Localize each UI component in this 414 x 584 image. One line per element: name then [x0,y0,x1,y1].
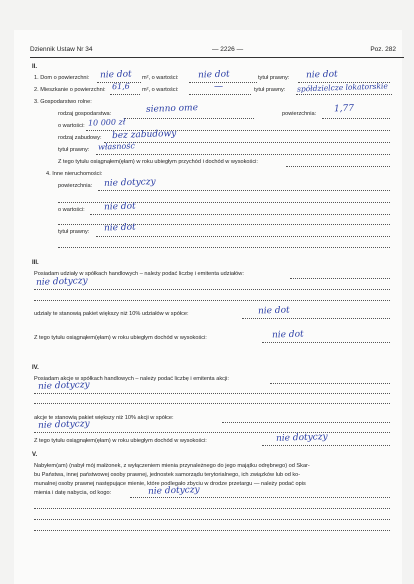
shares-income-value: nie dot [271,329,304,341]
acquisition-value: nie dotyczy [147,485,200,497]
flat-value: — [213,81,224,93]
position-number: Poz. 282 [370,46,396,53]
farm-title-label: tytuł prawny: [58,147,90,153]
acquisition-line-2: bu Państwa, innej państwowej osoby prawnej, jednostek samorządu terytorialnego, ich związków lub od ko- [34,472,301,478]
other-value-line [90,214,390,215]
other-area-line [98,190,390,191]
flat-area-line [110,94,140,95]
farm-building-value: bez zabudowy [111,128,177,142]
house-m2: m², o wartości: [142,75,179,81]
stocks-10pct-value: nie dotyczy [37,419,90,431]
stocks-10pct-line [222,422,390,423]
shares-10pct-text: udziały te stanowią pakiet większy niż 10% udziałów w spółce: [34,311,189,317]
other-value: nie dot [103,201,136,213]
stocks-value: nie dotyczy [37,380,90,392]
stocks-income-text: Z tego tytułu osiągnąłem(ęłam) w roku ubiegłym dochód w wysokości: [34,438,207,444]
document-header [30,44,400,58]
acquisition-answer-line [130,497,390,498]
farm-area-value: 1,77 [333,103,355,115]
shares-line-1 [34,289,390,290]
flat-title-label: tytuł prawny: [254,87,286,93]
page-number: — 2226 — [212,46,244,53]
section-ii-heading: II. [32,64,38,70]
stocks-line-1 [34,393,390,394]
acquisition-line-3: munalnej osoby prawnej następujące mienie, które podlegało zbyciu w drodze przetargu — należy podać opis [34,481,306,487]
shares-income-line [262,342,390,343]
shares-10pct-value: nie dot [257,305,290,317]
other-property-label: 4. Inne nieruchomości: [46,171,103,177]
farm-value-label: o wartości: [58,123,85,129]
acquisition-line-blank-1 [34,508,390,509]
other-title-line [96,236,390,237]
farm-label: 3. Gospodarstwo rolne: [34,99,92,105]
shares-text: Posiadam udziały w spółkach handlowych – należy podać liczbę i emitenta udziałów: [34,271,244,277]
house-value: nie dot [197,69,230,81]
header-rule [30,57,404,58]
stocks-income-line [262,445,390,446]
farm-title-line [96,154,390,155]
journal-title: Dziennik Ustaw Nr 34 [30,46,93,53]
acquisition-line-blank-3 [34,530,390,531]
stocks-10pct-line-2 [34,432,390,433]
farm-type-value: sienno ome [145,103,199,115]
farm-income-line [286,166,390,167]
stocks-10pct-text: akcje te stanowią pakiet większy niż 10% akcji w spółce: [34,415,174,421]
section-v-heading: V. [32,452,38,458]
farm-building-line [104,142,390,143]
other-area-value: nie dotyczy [103,177,156,189]
shares-10pct-line [242,318,390,319]
stocks-line-2 [34,403,390,404]
farm-income-text: Z tego tytułu osiągnąłem(ęłam) w roku ubiegłym przychód i dochód w wysokości: [58,159,258,165]
farm-title-value: własność [97,141,136,152]
other-title-value: nie dot [103,222,136,234]
shares-income-text: Z tego tytułu osiągnąłem(ęłam) w roku ubiegłym dochód w wysokości: [34,335,207,341]
house-area-value: nie dot [99,69,132,81]
farm-area-line [322,118,390,119]
shares-line-2 [34,300,390,301]
acquisition-line-4: mienia i datę nabycia, od kogo: [34,490,112,496]
farm-building-label: rodzaj zabudowy: [58,135,102,141]
stocks-income-value: nie dotyczy [275,432,328,444]
flat-label: 2. Mieszkanie o powierzchni: [34,87,106,93]
house-label: 1. Dom o powierzchni: [34,75,90,81]
shares-value: nie dotyczy [35,276,88,288]
flat-value-line [189,94,251,95]
section-iv-heading: IV. [32,365,39,371]
farm-type-line [124,118,254,119]
shares-line-0 [290,278,390,279]
stocks-text: Posiadam akcje w spółkach handlowych – należy podać liczbę i emitenta akcji: [34,376,229,382]
farm-type-label: rodzaj gospodarstwa: [58,111,112,117]
stocks-line-0 [270,383,390,384]
flat-m2: m², o wartości: [142,87,179,93]
house-title-value: nie dot [305,69,338,81]
flat-title-line [296,94,392,95]
acquisition-line-blank-2 [34,519,390,520]
flat-title-value: spółdzielcze lokatorskie [296,81,388,94]
house-title-label: tytuł prawny: [258,75,290,81]
other-area-label: powierzchnia: [58,183,93,189]
farm-area-label: powierzchnia: [282,111,317,117]
section-iii-heading: III. [32,260,39,266]
acquisition-line-1: Nabyłem(am) (nabył mój małżonek, z wyłączeniem mienia przynależnego do jego majątku odrębnego) od Skar- [34,463,310,469]
other-title-label: tytuł prawny: [58,229,90,235]
flat-area-value: 61,6 [111,81,130,92]
house-value-line [189,82,257,83]
other-value-label: o wartości: [58,207,85,213]
farm-value: 10 000 zł [87,117,126,128]
other-title-line-2 [58,247,390,248]
